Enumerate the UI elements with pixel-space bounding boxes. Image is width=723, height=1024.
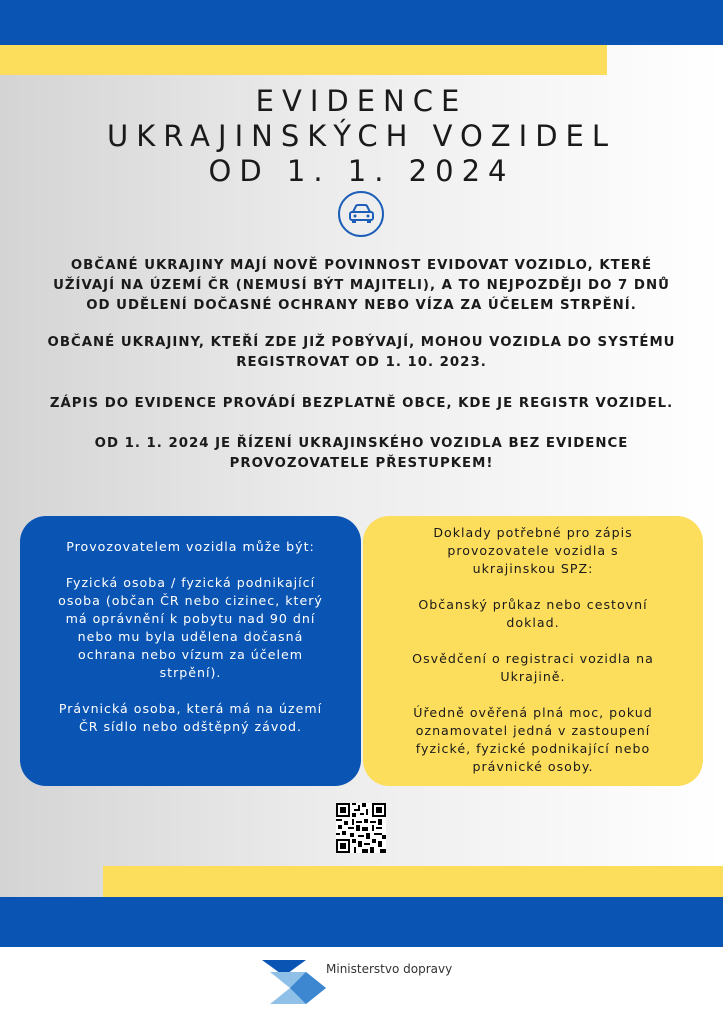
text-line: UŽÍVAJÍ NA ÚZEMÍ ČR (NEMUSÍ BÝT MAJITELI), A TO NEJPOZDĚJI DO 7 DNŮ xyxy=(53,278,670,293)
text-line: osoba (občan ČR nebo cizinec, který xyxy=(58,593,323,608)
ministry-logo-icon xyxy=(262,958,328,1014)
text-line: fyzické, fyzické podnikající nebo xyxy=(415,741,651,756)
text-line: právnické osoby. xyxy=(472,759,594,774)
text-line: má oprávnění k pobytu nad 90 dní xyxy=(65,611,316,626)
text-line: ČR sídlo nebo odštěpný závod. xyxy=(78,719,303,734)
intro-paragraph-municipalities xyxy=(20,394,703,414)
text-line: PROVOZOVATELE PŘESTUPKEM! xyxy=(229,456,494,471)
text-line: OD UDĚLENÍ DOČASNÉ OCHRANY NEBO VÍZA ZA ÚČELEM STRPĚNÍ. xyxy=(86,298,637,313)
car-icon xyxy=(338,191,384,237)
text-line: Ukrajině. xyxy=(500,669,566,684)
bottom-blue-band xyxy=(0,897,723,947)
intro-paragraph-obligation xyxy=(20,256,703,316)
page-title xyxy=(0,84,723,189)
ministry-name: Ministerstvo dopravy xyxy=(326,962,453,976)
bottom-yellow-band xyxy=(103,866,723,897)
text-line: nebo mu byla udělena dočasná xyxy=(77,629,304,644)
operator-heading: Provozovatelem vozidla může být: xyxy=(66,539,315,554)
text-line: oznamovatel jedná v zastoupení xyxy=(415,723,651,738)
documents-heading-line: Doklady potřebné pro zápis xyxy=(433,525,633,540)
documents-heading-line: ukrajinskou SPZ: xyxy=(472,561,594,576)
title-line: OD 1. 1. 2024 xyxy=(208,154,515,188)
text-line: Právnická osoba, která má na území xyxy=(58,701,323,716)
text-line: Fyzická osoba / fyzická podnikající xyxy=(65,575,316,590)
text-line: ochrana nebo vízum za účelem xyxy=(78,647,303,662)
text-line: REGISTROVAT OD 1. 10. 2023. xyxy=(236,355,487,370)
documents-info-box xyxy=(363,516,703,786)
text-line: OBČANÉ UKRAJINY, KTEŘÍ ZDE JIŽ POBÝVAJÍ, MOHOU VOZIDLA DO SYSTÉMU xyxy=(47,335,676,350)
title-line: EVIDENCE xyxy=(255,84,468,118)
text-line: strpění). xyxy=(159,665,222,680)
intro-paragraph-offence xyxy=(20,434,703,474)
text-line: Osvědčení o registraci vozidla na xyxy=(412,651,654,666)
qr-code[interactable] xyxy=(336,803,386,853)
intro-paragraph-registration xyxy=(20,333,703,373)
operator-info-box xyxy=(20,516,361,786)
title-line: UKRAJINSKÝCH VOZIDEL xyxy=(106,119,617,153)
top-yellow-band xyxy=(0,45,607,75)
top-blue-band xyxy=(0,0,723,45)
text-line: ZÁPIS DO EVIDENCE PROVÁDÍ BEZPLATNĚ OBCE, KDE JE REGISTR VOZIDEL. xyxy=(49,396,674,411)
documents-heading-line: provozovatele vozidla s xyxy=(447,543,619,558)
text-line: OD 1. 1. 2024 JE ŘÍZENÍ UKRAJINSKÉHO VOZIDLA BEZ EVIDENCE xyxy=(94,436,629,451)
text-line: OBČANÉ UKRAJINY MAJÍ NOVĚ POVINNOST EVIDOVAT VOZIDLO, KTERÉ xyxy=(70,258,653,273)
text-line: Občanský průkaz nebo cestovní xyxy=(418,597,648,612)
text-line: Úředně ověřená plná moc, pokud xyxy=(413,705,653,720)
text-line: doklad. xyxy=(506,615,560,630)
